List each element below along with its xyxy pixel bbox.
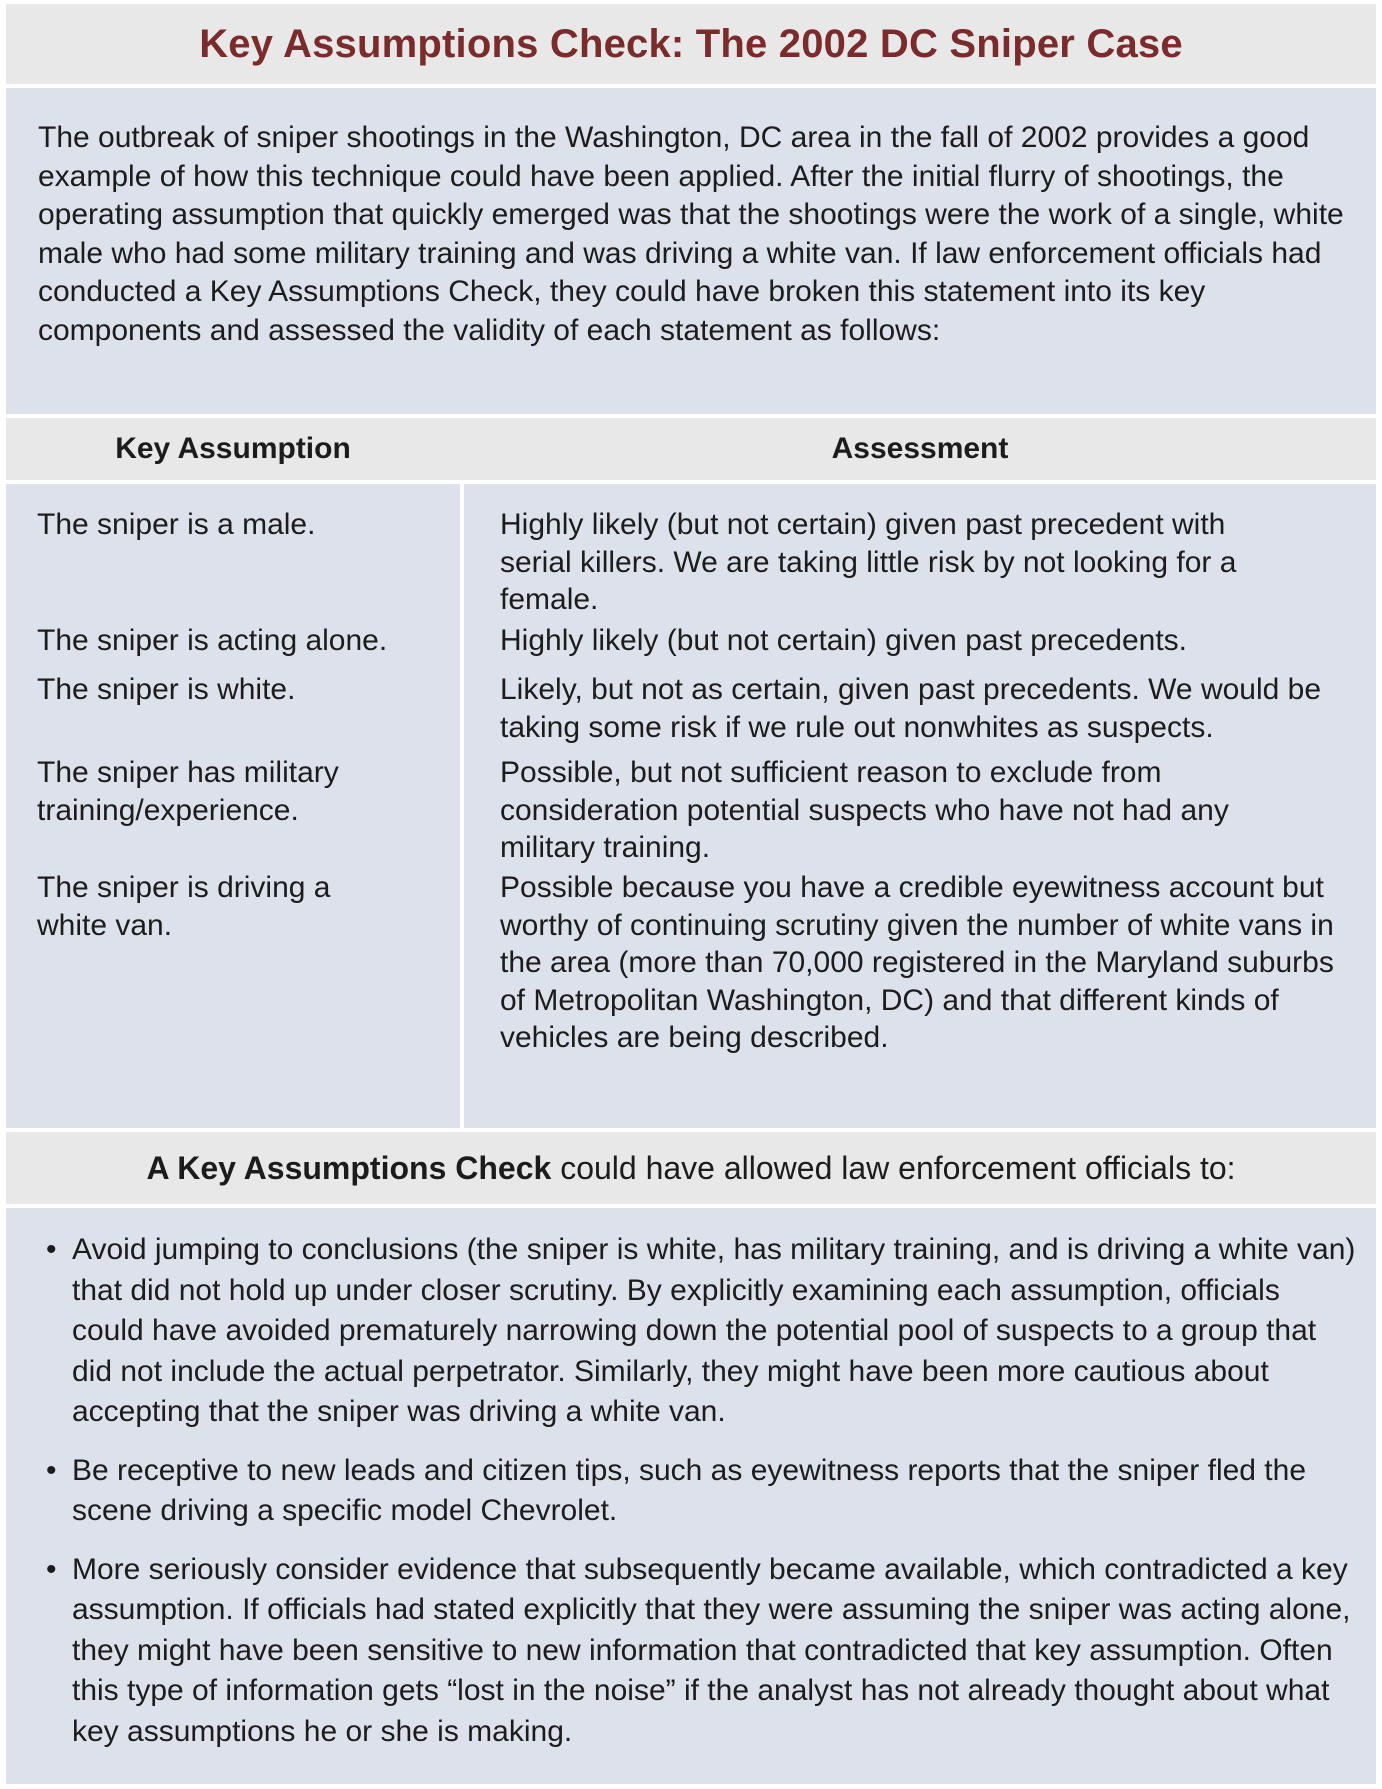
list-item-text: Avoid jumping to conclusions (the sniper is white, has military training, and is driving a white van) that did not hold up under closer scrutiny. By explicitly examining each assumption, officials could have avoided prematurely narrowing down the potential pool of suspects to a group that did not include the actual perpetrator. Similarly, they might have been more cautious about accepting that the sniper was driving a white van. (72, 1233, 1356, 1428)
assessment-cell: Highly likely (but not certain) given past precedent with serial killers. We are taking little risk by not looking for a female. (500, 508, 1237, 616)
intro-paragraph: The outbreak of sniper shootings in the Washington, DC area in the fall of 2002 provides a good example of how this technique could have been applied. After the initial flurry of shootings, the operating assumption that quickly emerged was that the shootings were the work of a single, white male who had some military training and was driving a white van. If law enforcement officials had conducted a Key Assumptions Check, they could have broken this statement into its key components and assessed the validity of each statement as follows: (38, 121, 1344, 347)
summary-bold: A Key Assumptions Check (146, 1149, 552, 1186)
table-header (6, 418, 1376, 480)
table-row (464, 869, 1376, 1057)
table-row (464, 671, 1376, 746)
assumptions-table (6, 484, 1376, 1128)
column-header-key-assumption: Key Assumption (115, 432, 351, 465)
table-row (464, 622, 1376, 660)
table-row (6, 506, 460, 544)
table-row (6, 754, 460, 829)
assumption-cell: The sniper is driving a white van. (37, 871, 331, 942)
list-item-text: More seriously consider evidence that subsequently became available, which contradicted a key assumption. If officials had stated explicitly that they were assuming the sniper was acting alone, they might have been sensitive to new information that contradicted that key assumption. Often this type of information gets “lost in the noise” if the analyst has not already thought about what key assumptions he or she is making. (72, 1552, 1351, 1748)
assumption-column (6, 484, 460, 1128)
benefits-section (6, 1208, 1376, 1784)
list-item (46, 1451, 1356, 1532)
list-item-text: Be receptive to new leads and citizen tips, such as eyewitness reports that the sniper fled the scene driving a specific model Chevrolet. (72, 1453, 1307, 1527)
assessment-cell: Possible because you have a credible eyewitness account but worthy of continuing scrutiny given the number of white vans in the area (more than 70,000 registered in the Maryland suburbs of Metropolitan Washington, DC) and that different kinds of vehicles are being described. (500, 871, 1334, 1054)
assumption-cell: The sniper is acting alone. (37, 624, 388, 657)
assessment-cell: Highly likely (but not certain) given past precedents. (500, 624, 1188, 657)
list-item (46, 1550, 1356, 1753)
table-row (6, 671, 460, 709)
intro-section (6, 88, 1376, 414)
bullet-icon: • (46, 1552, 57, 1586)
summary-text: could have allowed law enforcement officials to: (551, 1149, 1236, 1186)
assumption-cell: The sniper is white. (37, 673, 296, 706)
page-title: Key Assumptions Check: The 2002 DC Sniper Case (199, 21, 1183, 66)
summary-heading (6, 1132, 1376, 1204)
table-row (464, 754, 1376, 867)
bullet-icon: • (46, 1233, 57, 1266)
column-header-assessment: Assessment (831, 432, 1009, 465)
benefits-list (46, 1230, 1356, 1752)
table-row (6, 622, 460, 660)
assumption-cell: The sniper is a male. (37, 508, 316, 541)
bullet-icon: • (46, 1453, 57, 1487)
assessment-column (464, 484, 1376, 1128)
assessment-cell: Likely, but not as certain, given past precedents. We would be taking some risk if we rule out nonwhites as suspects. (500, 673, 1322, 744)
list-item (46, 1230, 1356, 1433)
document-box (4, 4, 1378, 1784)
title-band (6, 4, 1376, 84)
table-row (6, 869, 460, 944)
assumption-cell: The sniper has military training/experience. (37, 756, 339, 827)
table-row (464, 506, 1376, 619)
assessment-cell: Possible, but not sufficient reason to exclude from consideration potential suspects who have not had any military training. (500, 756, 1229, 864)
